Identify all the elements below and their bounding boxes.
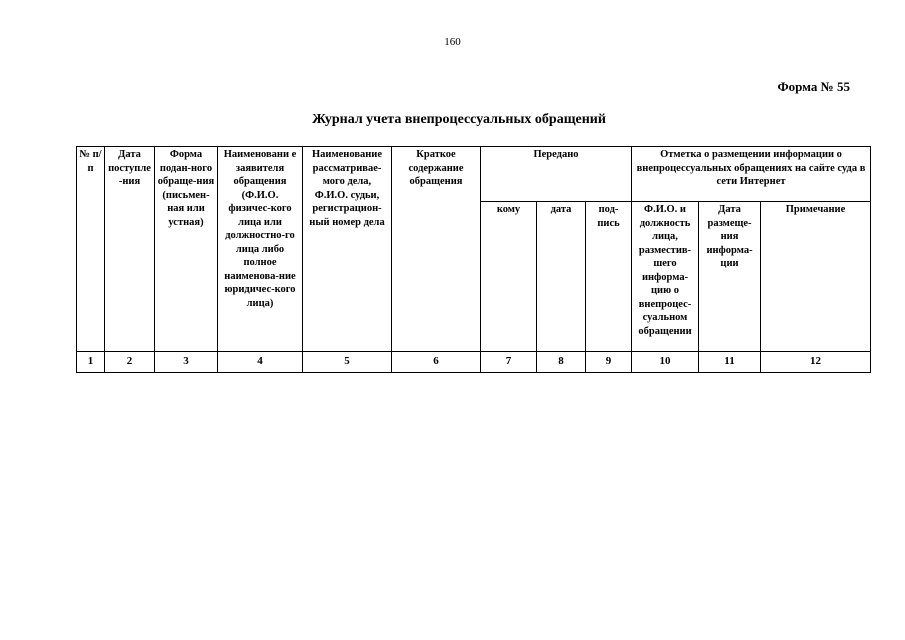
column-number: 12 (761, 352, 871, 373)
column-number: 6 (392, 352, 481, 373)
column-number: 3 (155, 352, 218, 373)
column-number: 2 (105, 352, 155, 373)
header-placement: Отметка о размещении информации о внепроцессуальных обращениях на сайте суда в сети Интернет (632, 147, 871, 202)
column-number: 7 (481, 352, 537, 373)
header-to-whom: кому (481, 202, 537, 352)
column-number: 5 (303, 352, 392, 373)
document-title: Журнал учета внепроцессуальных обращений (312, 112, 606, 127)
header-date-received: Дата поступле-ния (105, 147, 155, 352)
journal-table (76, 146, 871, 373)
column-number: 4 (218, 352, 303, 373)
header-signature: под-пись (586, 202, 632, 352)
column-number: 11 (699, 352, 761, 373)
header-note: Примечание (761, 202, 871, 352)
header-transfer-date: дата (537, 202, 586, 352)
header-summary: Краткое содержание обращения (392, 147, 481, 352)
header-placement-date: Дата размеще-ния информа-ции (699, 202, 761, 352)
header-case: Наименование рассматривае-мого дела, Ф.И.О. судьи, регистрацион-ный номер дела (303, 147, 392, 352)
form-label: Форма № 55 (777, 79, 850, 94)
page-number: 160 (444, 36, 461, 48)
header-appeal-form: Форма подан-ного обраще-ния (письмен-ная или устная) (155, 147, 218, 352)
column-number: 8 (537, 352, 586, 373)
header-applicant: Наименовани е заявителя обращения (Ф.И.О. физичес-кого лица или должностно-го лица либо полное наименова-ние юридичес-кого лица) (218, 147, 303, 352)
header-fio-position: Ф.И.О. и должность лица, разместив-шего информа-цию о внепроцес-суальном обращении (632, 202, 699, 352)
column-number: 10 (632, 352, 699, 373)
column-number: 1 (77, 352, 105, 373)
header-transferred: Передано (481, 147, 632, 202)
column-number-row (77, 352, 871, 373)
header-num: № п/п (77, 147, 105, 352)
column-number: 9 (586, 352, 632, 373)
